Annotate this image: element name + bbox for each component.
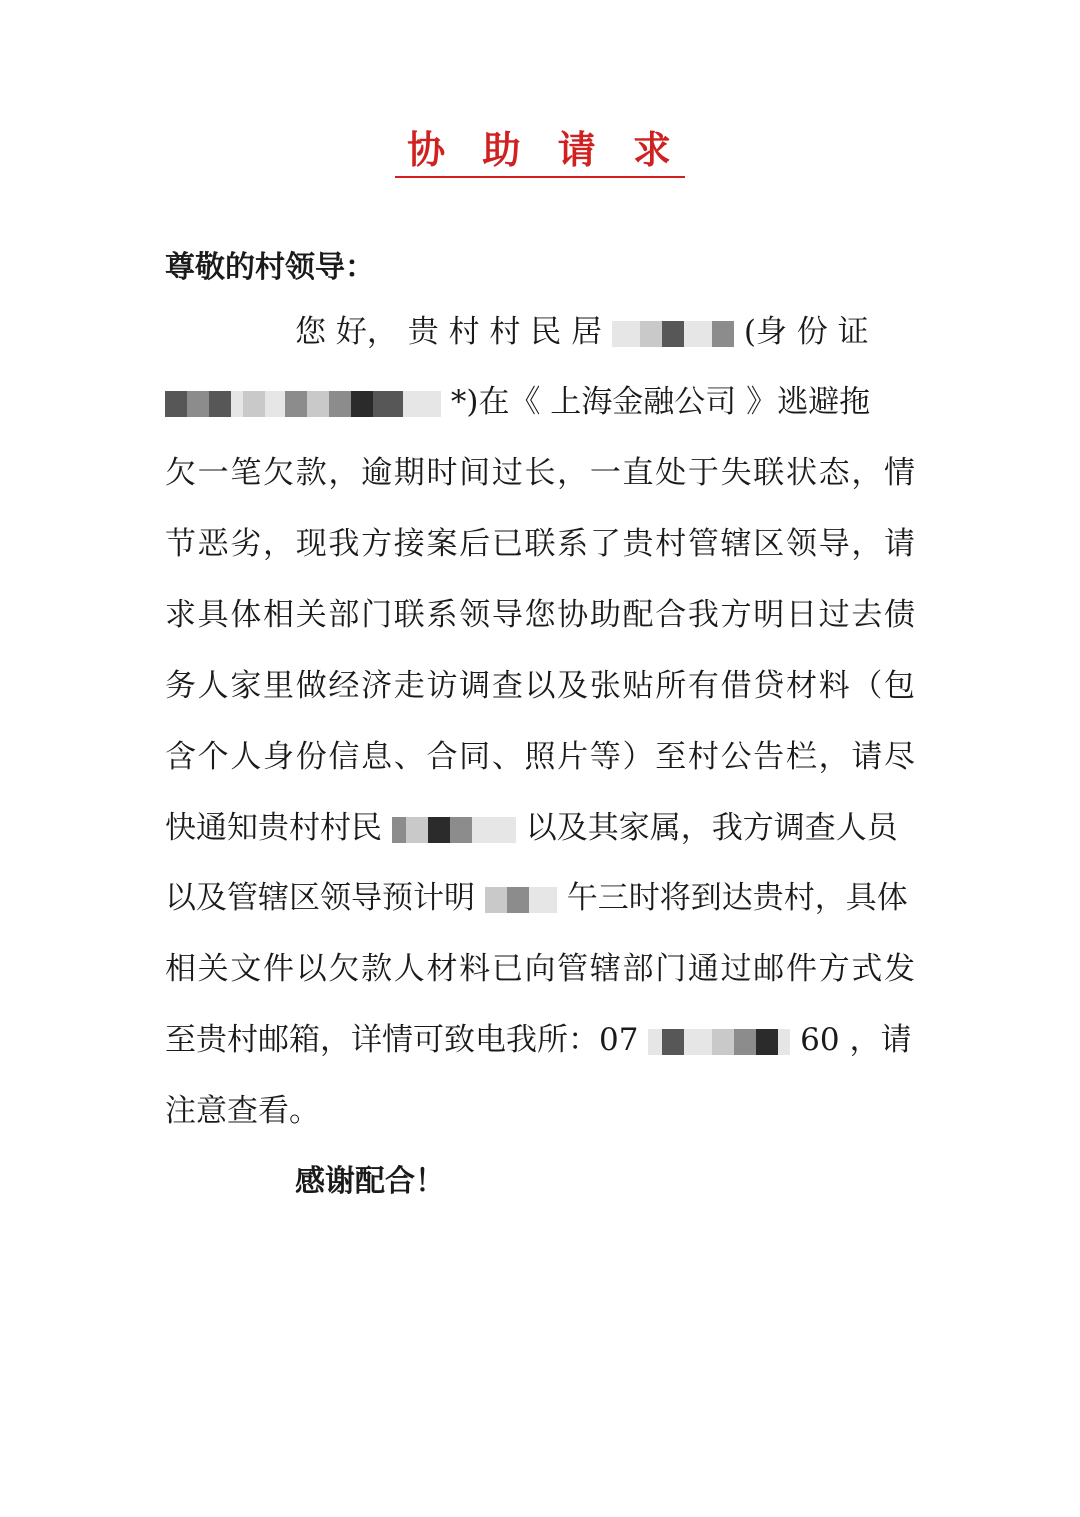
redacted-id-number [165,384,451,420]
greeting: 尊敬的村领导： [165,250,375,285]
body-line-1: 您 好， 贵 村 村 民 居 (身 份 证 [295,314,869,350]
redacted-name [612,314,744,350]
body-line-8: 快通知贵村村民 以及其家属，我方调查人员 [165,810,898,846]
body-line-10: 相关文件以欠款人材料已向管辖部门通过邮件方式发 [165,951,915,987]
body-line-7: 含个人身份信息、合同、照片等）至村公告栏，请尽 [165,739,915,775]
body-line-12: 注意查看。 [165,1093,320,1129]
document-title: 协 助 请 求 [0,128,1080,178]
body-line-6: 务人家里做经济走访调查以及张贴所有借贷材料（包 [165,668,915,704]
redacted-name-2 [392,810,526,846]
body-line-3: 欠一笔欠款，逾期时间过长，一直处于失联状态，情 [165,455,915,491]
closing-thanks: 感谢配合！ [295,1164,445,1199]
redacted-date [485,880,567,916]
body-line-11: 至贵村邮箱，详情可致电我所：07 60 ，请 [165,1022,912,1058]
redacted-phone-number [648,1022,800,1058]
body-line-9: 以及管辖区领导预计明 午三时将到达贵村，具体 [165,880,908,916]
body-line-4: 节恶劣，现我方接案后已联系了贵村管辖区领导，请 [165,526,915,562]
body-line-5: 求具体相关部门联系领导您协助配合我方明日过去债 [165,597,915,633]
body-line-2: *)在《 上海金融公司 》逃避拖 [165,380,915,424]
